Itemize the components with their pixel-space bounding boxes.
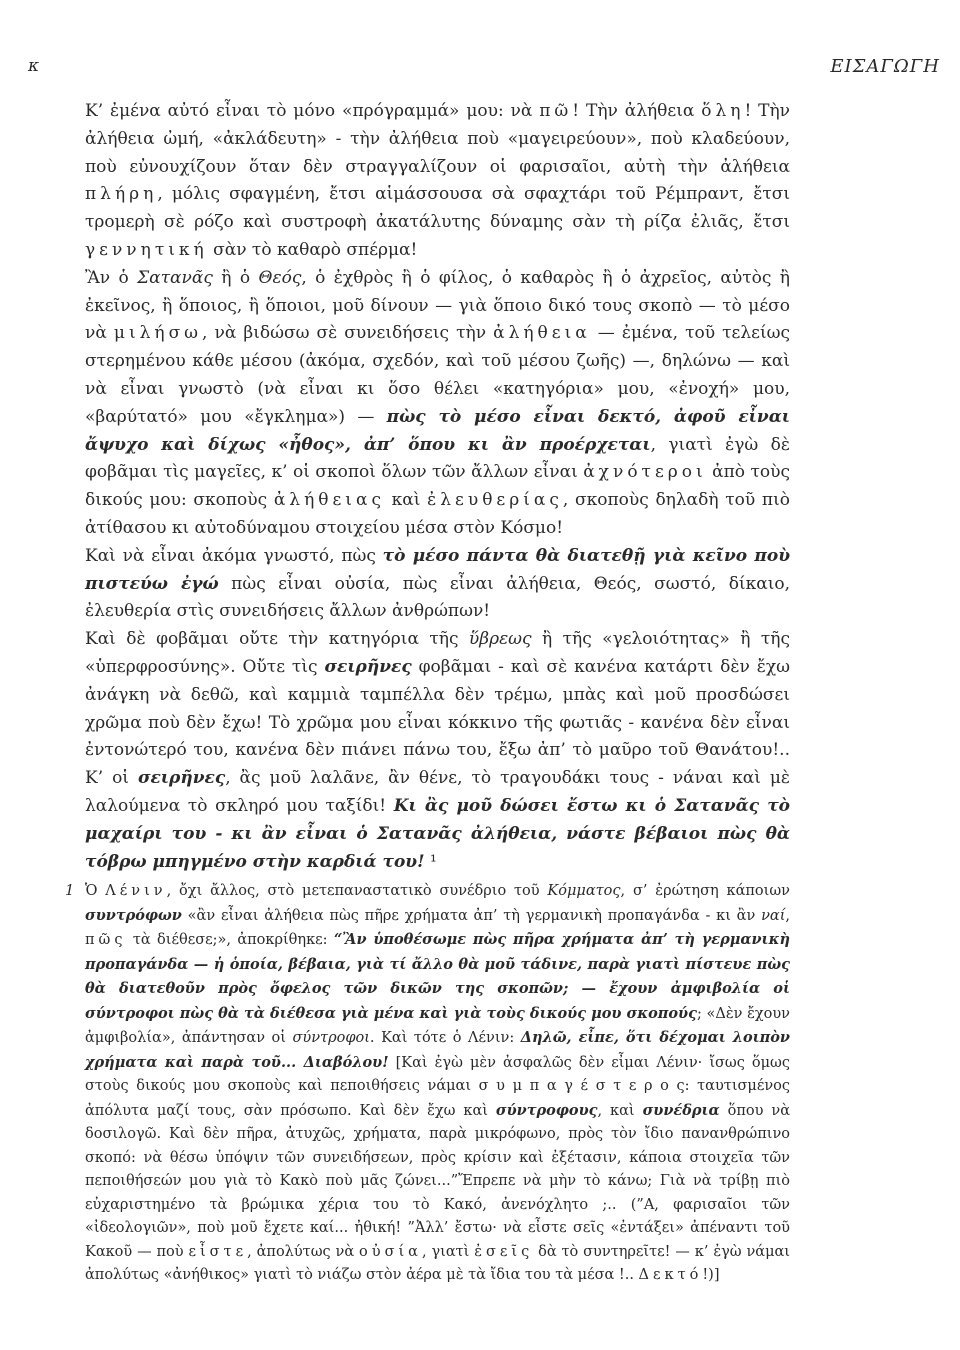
running-head: ΕΙΣΑΓΩΓΗ [830, 56, 940, 77]
italic-emphasis: ὕβρεως [468, 629, 532, 650]
italic-emphasis: Δηλῶ, εἶπε, ὅτι δέχομαι λοιπὸν χρήματα καὶ παρὰ τοῦ... Διαβόλου! [85, 1029, 790, 1071]
spaced-emphasis: Λένιν [105, 883, 167, 899]
spaced-emphasis: ἐσεῖς [474, 1243, 534, 1260]
spaced-emphasis: ἀλήθειας [273, 490, 385, 511]
footnote [65, 880, 791, 1288]
spaced-emphasis: ἀλήθεια [493, 323, 591, 344]
footnote-marker: 1 [65, 883, 75, 899]
spaced-emphasis: οὐσία [359, 1243, 422, 1260]
italic-emphasis: Κι ἂς μοῦ δώσει ἔστω κι ὁ Σατανᾶς τὸ μαχαίρι του - κι ἂν εἶναι ὁ Σατανᾶς ἀλήθεια, νάστε βέβαιοι πὼς θὰ τόβρω μπηγμένο στὴν καρδιά του! [85, 795, 790, 872]
paragraph: Κ’ ἐμένα αὐτό εἶναι τὸ μόνο «πρόγραμμά» μου: νὰ πῶ! Τὴν ἀλήθεια ὅλη! Τὴν ἀλήθεια ὠμή, «ἀκλάδευτη» - τὴν ἀλήθεια ποὺ «μαγειρεύουν», ποὺ κλαδεύουν, ποὺ εὐνουχίζουν ὅταν δὲν στραγγαλίζουν οἱ φαρισαῖοι, αὐτὴ τὴν ἀλήθεια πλήρη, μόλις σφαγμένη, ἔτσι αἱμάσσουσα σὰ σφαχτάρι τοῦ Ρέμπραντ, ἔτσι τρομερὴ σὲ ρόζο καὶ συστροφὴ ἀκατάλυτης δύναμης σὰν τὴ ρίζα ἐλιᾶς, ἔτσι γεννητική σὰν τὸ καθαρὸ σπέρμα! [85, 101, 791, 260]
page-number: κ [28, 56, 40, 76]
paragraph: Ἂν ὁ Σατανᾶς ἢ ὁ Θεός, ὁ ἐχθρὸς ἢ ὁ φίλος, ὁ καθαρὸς ἢ ὁ ἀχρεῖος, αὐτὸς ἢ ἐκεῖνος, ἢ ὅποιος, ἢ ὅποιοι, μοῦ δίνουν — γιὰ ὅποιο δικό τους σκοπὸ — τὸ μέσο νὰ μιλήσω, νὰ βιδώσω σὲ συνειδήσεις τὴν ἀλήθεια — ἐμένα, τοῦ τελείως στερημένου κάθε μέσου (ἀκόμα, σχεδόν, καὶ τοῦ μέσου ζωῆς) —, δηλώνω — καὶ νὰ εἶναι γνωστὸ (νὰ εἶναι κι ὅσο θέλει «κατηγόρια» μου, «ἐνοχή» μου, «βαρύτατό» μου «ἔγκλημα») — πὼς τὸ μέσο εἶναι δεκτό, ἀφοῦ εἶναι ἄψυχο καὶ δίχως «ἦθος», ἀπ’ ὅπου κι ἂν προέρχεται, γιατὶ ἐγὼ δὲ φοβᾶμαι τὶς μαγεῖες, κ’ οἱ σκοποὶ ὅλων τῶν ἄλλων εἶναι ἀχνότεροι ἀπὸ τοὺς δικούς μου: σκοποὺς ἀλήθειας καὶ ἐλευθερίας, σκοποὺς δηλαδὴ τοῦ πιὸ ἀτίθασου κι αὐτοδύναμου στοιχείου μέσα στὸν Κόσμο! [85, 267, 791, 538]
italic-emphasis: σύντροφοι [292, 1030, 370, 1046]
italic-emphasis: ναί [761, 907, 786, 924]
italic-emphasis: “Ἂν ὑποθέσωμε πὼς πῆρα χρήματα ἀπ’ τὴ γερμανικὴ προπαγάνδα — ἡ ὁποία, βέβαια, γιὰ τί ἄλλο θὰ μοῦ τάδινε, παρὰ γιατὶ πίστευε πὼς θὰ διατεθοῦν πρὸς ὄφελος τῶν δικῶν της σκοπῶν; — ἔχουν ἀμφιβολία οἱ σύντροφοι πὼς θὰ τὰ διέθεσα γιὰ μένα καὶ γιὰ τοὺς δικούς μου σκοπούς [85, 931, 790, 1022]
italic-emphasis: σειρῆνες [324, 656, 412, 677]
footnote-text: Ὁ Λένιν, ὄχι ἄλλος, στὸ μετεπαναστατικὸ συνέδριο τοῦ Κόμματος, σ’ ἐρώτηση κάποιων συντρόφων «ἂν εἶναι ἀλήθεια πὼς πῆρε χρήματα ἀπ’ τὴ γερμανικὴ προπαγάνδα - κι ἂν ναί, πῶς τὰ διέθεσε;», ἀποκρίθηκε: “Ἂν ὑποθέσωμε πὼς πῆρα χρήματα ἀπ’ τὴ γερμανικὴ προπαγάνδα — ἡ ὁποία, βέβαια, γιὰ τί ἄλλο θὰ μοῦ τάδινε, παρὰ γιατὶ πίστευε πὼς θὰ διατεθοῦν πρὸς ὄφελος τῶν δικῶν της σκοπῶν; — ἔχουν ἀμφιβολία οἱ σύντροφοι πὼς θὰ τὰ διέθεσα γιὰ μένα καὶ γιὰ τοὺς δικούς μου σκοπούς; «Δὲν ἔχουν ἀμφιβολία», ἀπάντησαν οἱ σύντροφοι. Καὶ τότε ὁ Λένιν: Δηλῶ, εἶπε, ὅτι δέχομαι λοιπὸν χρήματα καὶ παρὰ τοῦ... Διαβόλου! [Καὶ ἐγὼ μὲν ἀσφαλῶς δὲν εἶμαι Λένιν· ἴσως ὅμως στοὺς δικούς μου σκοποὺς καὶ πεποιθήσεις νάμαι σ υ μ π α γ έ σ τ ε ρ ο ς: ταυτισμένος ἀπόλυτα μαζί τους, σὰν πρόσωπο. Καὶ δὲν ἔχω καὶ σύντροφους, καὶ συνέδρια ὅπου νὰ δοσιλογῶ. Καὶ δὲν πῆρα, ἀτυχῶς, χρήματα, παρὰ μικρόφωνο, πρὸς τὸν ἴδιο πανανθρώπινο σκοπό: νὰ θέσω ὑπόψιν τῶν συνειδήσεων, πρὸς κρίσιν καὶ ἐξέτασιν, κάποια στοιχεῖα τῶν πεποιθήσεών μου γιὰ τὸ Κακὸ ποὺ μᾶς ζώνει...”Ἔπρεπε νὰ μὴν τὸ κάνω; Γιὰ νὰ τρίβῃ πιὸ εὐχαριστημένο τὰ βρώμικα χέρια του τὸ Κακό, ἀνενόχλητο ;.. (”Α, φαρισαῖοι τῶν «ἰδεολογιῶν», ποὺ μοῦ ἔχετε καί... ἠθική! ”Ἀλλ’ ἔστω· νὰ εἶστε σεῖς «ἐντάξει» ἀπέναντι τοῦ Κακοῦ — ποὺ εἶστε, ἀπολύτως νὰ οὐσία, γιατὶ ἐσεῖς δὰ τὸ συντηρεῖτε! — κ’ ἐγὼ νάμαι ἀπολύτως «ἀνήθικος» γιατὶ τὸ νιάζω στὸν ἀέρα μὲ τὰ ἴδια του τὰ μέσα !.. Δεκτό!)] [85, 883, 791, 1283]
spaced-emphasis: πῶς [85, 932, 127, 948]
spaced-emphasis: ὅλη [701, 101, 745, 121]
page-header [28, 56, 940, 86]
spaced-emphasis: εἶστε [188, 1243, 248, 1260]
italic-emphasis: συντρόφων [85, 906, 182, 924]
spaced-emphasis: ἀχνότεροι [583, 462, 707, 483]
spaced-emphasis: γεννητική [85, 239, 208, 260]
italic-emphasis: Θεός [258, 267, 302, 288]
spaced-emphasis: ἐλευθερίας [427, 490, 563, 511]
spaced-emphasis: πλήρη [85, 184, 158, 205]
paragraph: Καὶ νὰ εἶναι ἀκόμα γνωστό, πὼς τὸ μέσο πάντα θὰ διατεθῇ γιὰ κεῖνο ποὺ πιστεύω ἐγώ πὼς εἶναι οὐσία, πὼς εἶναι ἀλήθεια, Θεός, σωστό, δίκαιο, ἐλευθερία στὶς συνειδήσεις ἄλλων ἀνθρώπων! [85, 545, 790, 622]
main-text [85, 98, 790, 876]
italic-emphasis: Σατανᾶς [137, 267, 213, 288]
italic-emphasis: πὼς τὸ μέσο εἶναι δεκτό, ἀφοῦ εἶναι ἄψυχο καὶ δίχως «ἦθος», ἀπ’ ὅπου κι ἂν προέρχεται [85, 406, 790, 455]
italic-emphasis: σειρῆνες [137, 768, 226, 789]
italic-emphasis: τὸ μέσο πάντα θὰ διατεθῇ γιὰ κεῖνο ποὺ πιστεύω ἐγώ [85, 545, 790, 594]
italic-emphasis: συνέδρια [642, 1101, 720, 1119]
italic-emphasis: σύντροφους [495, 1101, 598, 1119]
spaced-emphasis: πῶ [539, 101, 573, 121]
spaced-emphasis: Δεκτό [638, 1267, 703, 1283]
spaced-emphasis: μιλήσω [113, 323, 203, 344]
italic-emphasis: Κόμματος [547, 883, 621, 899]
paragraph: Καὶ δὲ φοβᾶμαι οὔτε τὴν κατηγόρια τῆς ὕβρεως ἢ τῆς «γελοιότητας» ἢ τῆς «ὑπερφροσύνης». Οὔτε τὶς σειρῆνες φοβᾶμαι - καὶ σὲ κανένα κατάρτι δὲν ἔχω ἀνάγκη νὰ δεθῶ, καὶ καμμιὰ ταμπέλλα δὲν τρέμω, μπὰς καὶ μοῦ προσδώσει χρῶμα ποὺ δὲν ἔχω! Τὸ χρῶμα μου εἶναι κόκκινο τῆς φωτιᾶς - κανένα δὲν εἶναι ἐντονώτερό του, κανένα δὲν πιάνει πάνω του, ἔξω ἀπ’ τὸ μαῦρο τοῦ Θανάτου!.. Κ’ οἱ σειρῆνες, ἂς μοῦ λαλᾶνε, ἂν θένε, τὸ τραγουδάκι τους - νάναι καὶ μὲ λαλούμενα τὸ σκληρό μου ταξίδι! Κι ἂς μοῦ δώσει ἔστω κι ὁ Σατανᾶς τὸ μαχαίρι του - κι ἂν εἶναι ὁ Σατανᾶς ἀλήθεια, νάστε βέβαιοι πὼς θὰ τόβρω μπηγμένο στὴν καρδιά του! ¹ [85, 629, 790, 872]
